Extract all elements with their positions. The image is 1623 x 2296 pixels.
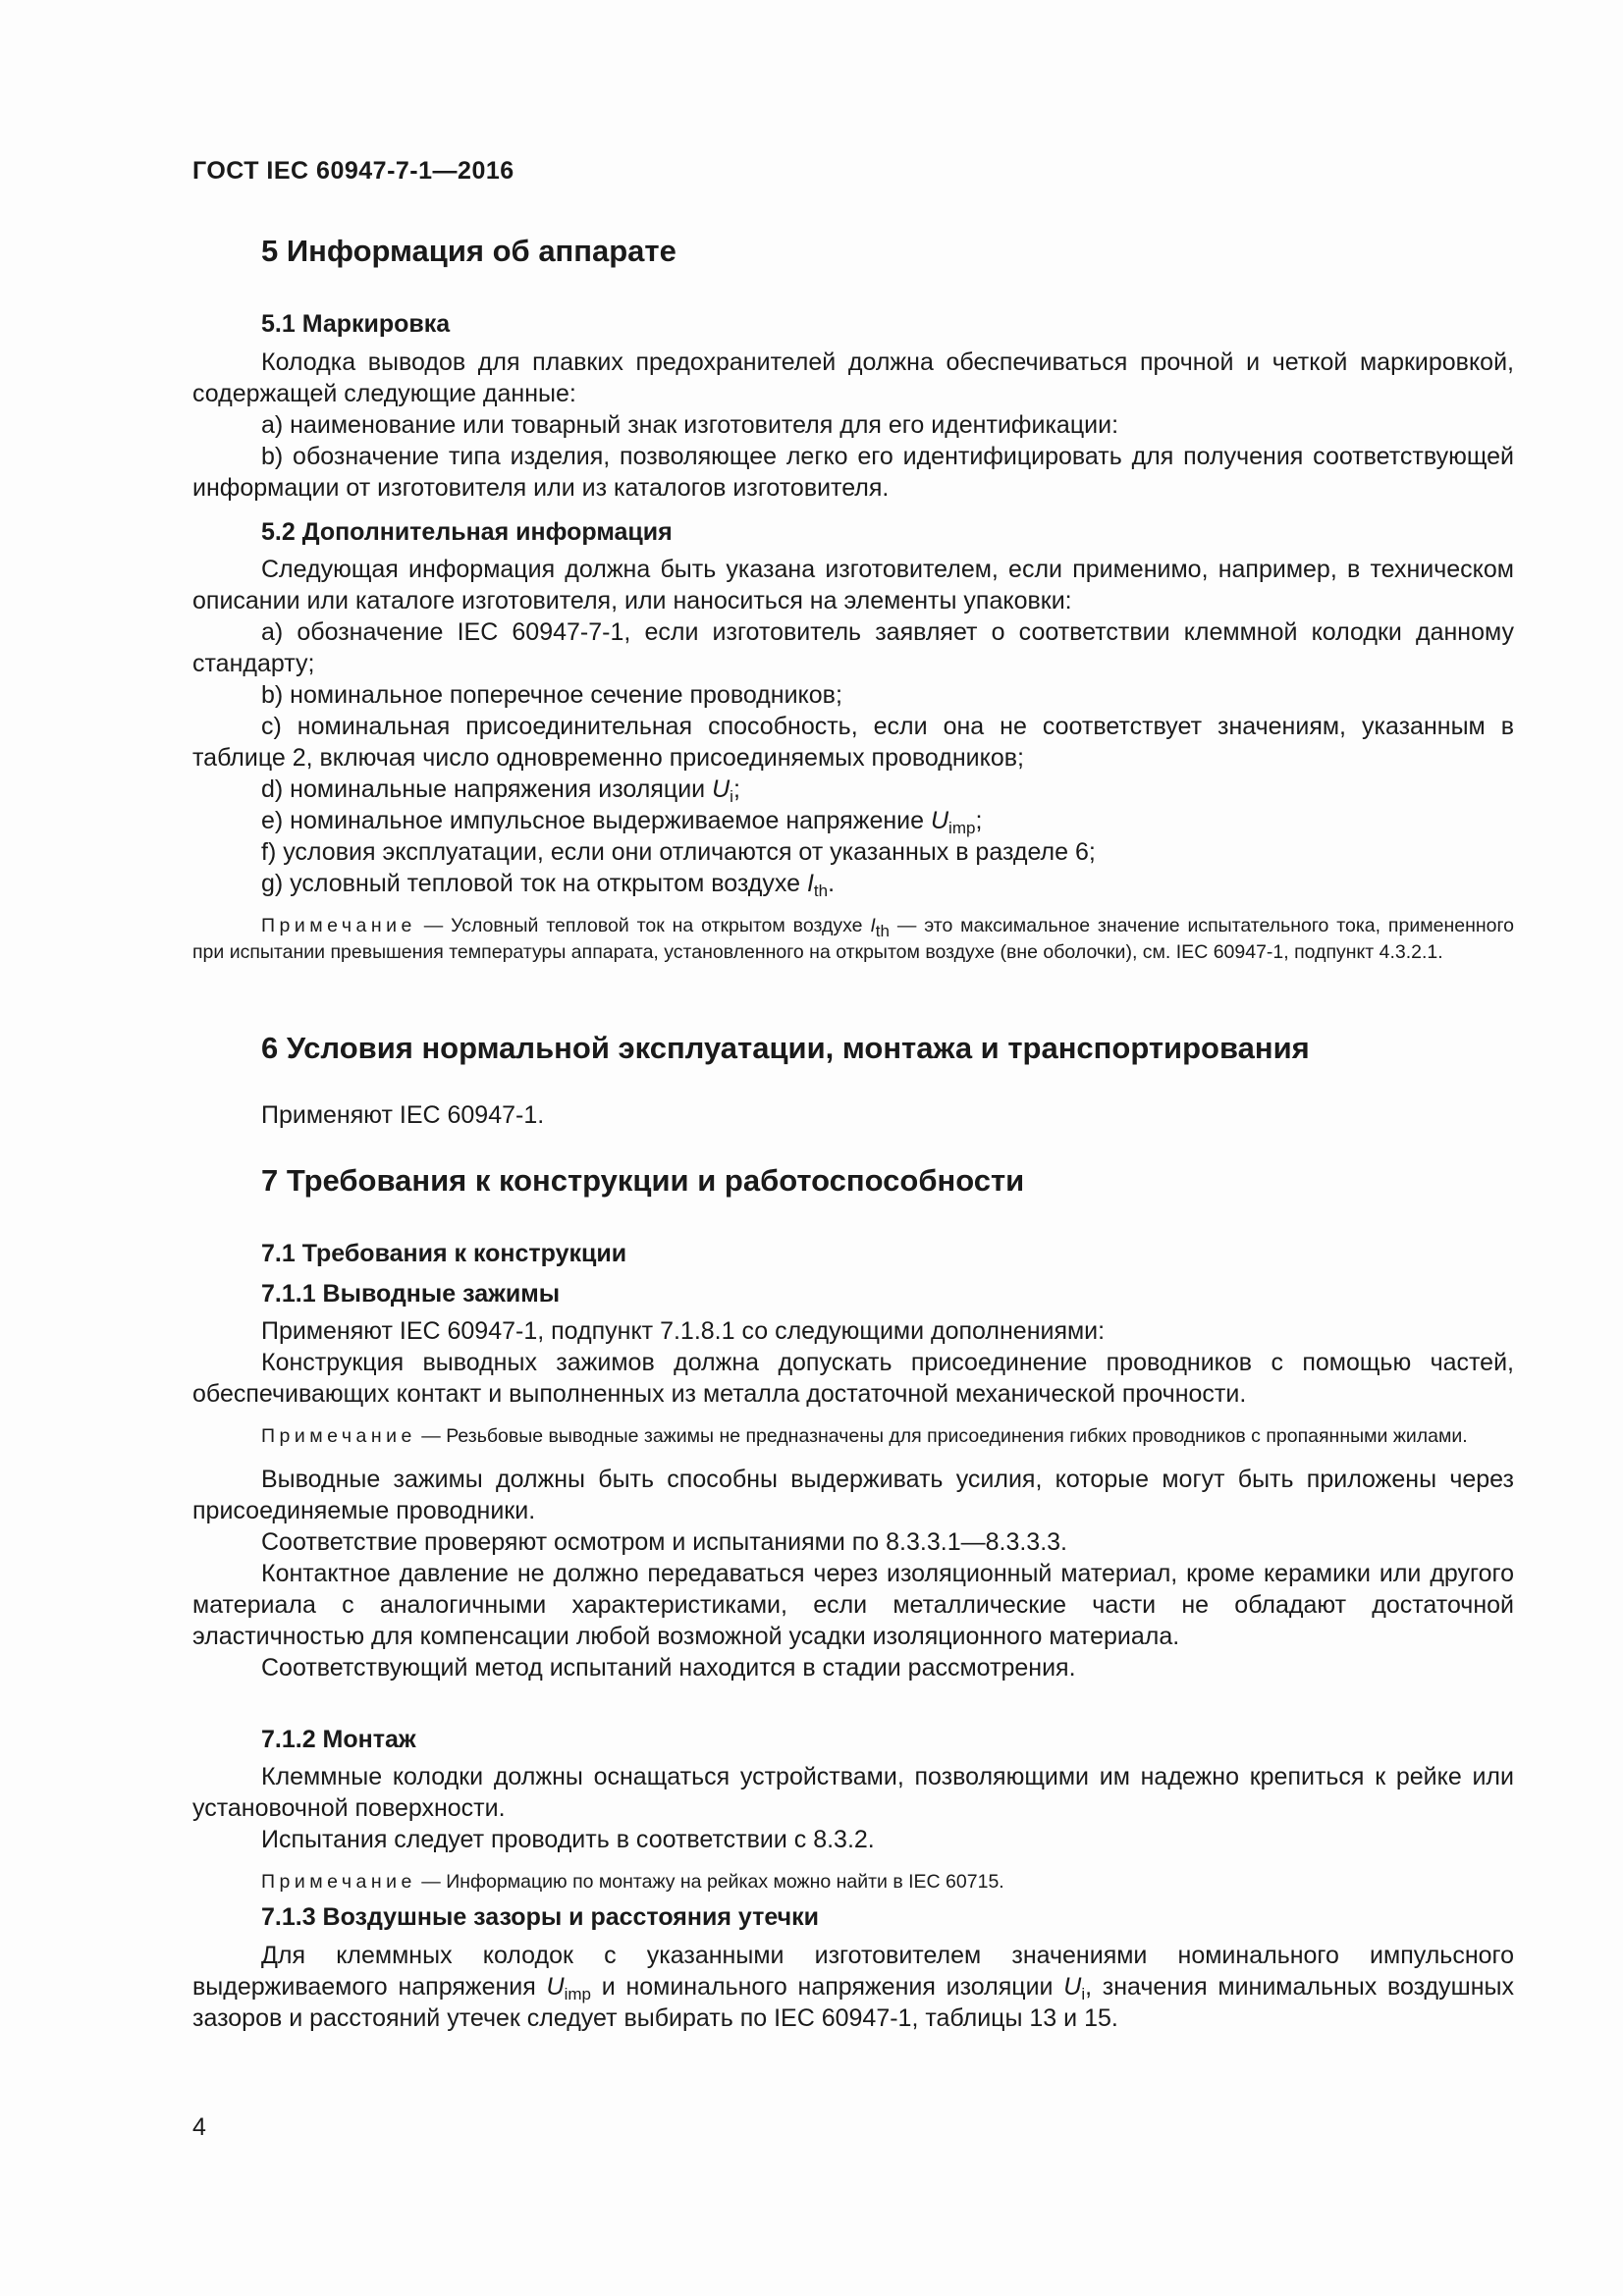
list-item: a) обозначение IEC 60947-7-1, если изготовитель заявляет о соответствии клеммной колодки данному стандарту; [192,618,1514,677]
section-5-1-title: 5.1 Маркировка [261,310,451,338]
section-7-1-title: 7.1 Требования к конструкции [261,1240,627,1267]
note: Примечание — Информацию по монтажу на рейках можно найти в IEC 60715. [261,1871,1004,1893]
paragraph: Контактное давление не должно передаваться через изоляционный материал, кроме керамики или другого материала с аналогичными характеристиками, если металлические части не обладают достаточной эластичностью для компенсации любой возможной усадки изоляционного материала. [192,1560,1514,1650]
section-7-1-1-title: 7.1.1 Выводные зажимы [261,1280,561,1308]
list-item: e) номинальное импульсное выдерживаемое напряжение $U_{imp}$; [261,807,983,837]
list-item: a) наименование или товарный знак изготовителя для его идентификации: [261,411,1119,439]
paragraph: Соответствующий метод испытаний находится в стадии рассмотрения. [261,1654,1076,1682]
note: Примечание — Резьбовые выводные зажимы не предназначены для присоединения гибких проводников с пропаянными жилами. [261,1425,1468,1447]
section-7-1-3-body [192,1940,1514,2034]
paragraph: Клеммные колодки должны оснащаться устройствами, позволяющими им надежно крепиться к рейке или установочной поверхности. [192,1763,1514,1822]
list-item: f) условия эксплуатации, если они отличаются от указанных в разделе 6; [261,838,1096,866]
page-number: 4 [192,2113,206,2141]
list-item: b) номинальное поперечное сечение проводников; [261,681,842,709]
section-7-1-1-body [192,1315,1514,1683]
section-7-1-3-title: 7.1.3 Воздушные зазоры и расстояния утечки [261,1903,820,1931]
section-6-body [192,1099,1514,1131]
section-5-2-body [192,554,1514,966]
section-6-title: 6 Условия нормальной эксплуатации, монтажа и транспортирования [261,1031,1310,1065]
paragraph: Конструкция выводных зажимов должна допускать присоединение проводников с помощью частей, обеспечивающих контакт и выполненных из металла достаточной механической прочности. [192,1349,1514,1408]
note: Примечание — Условный тепловой ток на открытом воздухе $I_{th}$ — это максимальное значение испытательного тока, примененного при испытании превышения температуры аппарата, установленного на открытом воздухе (вне оболочки), см. IEC 60947-1, подпункт 4.3.2.1. [192,915,1514,963]
section-5-2-title: 5.2 Дополнительная информация [261,518,673,546]
list-item: d) номинальные напряжения изоляции $U_i$; [261,775,740,806]
section-5-title: 5 Информация об аппарате [261,234,676,268]
section-7-1-2-body [192,1761,1514,1896]
paragraph: Следующая информация должна быть указана изготовителем, если применимо, например, в техническом описании или каталоге изготовителя, или наноситься на элементы упаковки: [192,556,1514,614]
paragraph: Для клеммных колодок с указанными изготовителем значениями номинального импульсного выдерживаемого напряжения $U_{imp}$ и номинального напряжения изоляции $U_i$, значения минимальных воздушных зазоров и расстояний утечек следует выбирать по IEC 60947-1, таблицы 13 и 15. [192,1942,1514,2032]
list-item: g) условный тепловой ток на открытом воздухе $I_{th}$. [261,870,836,900]
paragraph: Соответствие проверяют осмотром и испытаниями по 8.3.3.1—8.3.3.3. [261,1528,1067,1556]
section-5-1-body [192,347,1514,504]
document-header: ГОСТ IEC 60947-7-1—2016 [192,157,514,185]
list-item: c) номинальная присоединительная способность, если она не соответствует значениям, указанным в таблице 2, включая число одновременно присоединяемых проводников; [192,713,1514,772]
paragraph: Испытания следует проводить в соответствии с 8.3.2. [261,1826,875,1853]
paragraph: Применяют IEC 60947-1, подпункт 7.1.8.1 со следующими дополнениями: [261,1317,1106,1345]
list-item: b) обозначение типа изделия, позволяющее легко его идентифицировать для получения соответствующей информации от изготовителя или из каталогов изготовителя. [192,443,1514,502]
section-7-1-2-title: 7.1.2 Монтаж [261,1726,416,1753]
paragraph: Выводные зажимы должны быть способны выдерживать усилия, которые могут быть приложены через присоединяемые проводники. [192,1466,1514,1524]
paragraph: Применяют IEC 60947-1. [261,1101,545,1129]
paragraph: Колодка выводов для плавких предохранителей должна обеспечиваться прочной и четкой маркировкой, содержащей следующие данные: [192,348,1514,407]
section-7-title: 7 Требования к конструкции и работоспособности [261,1163,1025,1198]
